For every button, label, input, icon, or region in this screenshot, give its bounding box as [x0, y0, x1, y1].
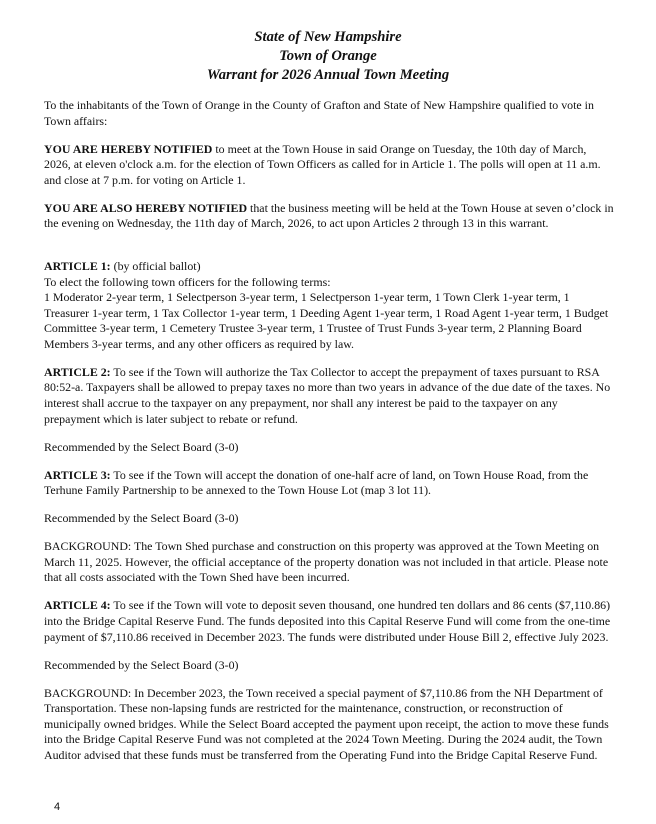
article-4-recommendation: Recommended by the Select Board (3-0)	[44, 657, 239, 672]
article-2-recommendation: Recommended by the Select Board (3-0)	[44, 439, 239, 454]
notice-text-1: to meet at the Town House in said Orange on Tuesday, the 10th day of March, 2026, at eleven o'clock a.m. for the election of Town Officers as called for in Article 1. The polls will open at 11 a.m. and close at 7 p.m. for voting on Article 1.	[44, 141, 601, 187]
article-2-text: To see if the Town will authorize the Tax Collector to accept the prepayment of taxes pursuant to RSA 80:52-a. Taxpayers shall be allowed to prepay taxes no more than two years in advance of the due date of the taxes. No interest shall accrue to the taxpayer on any prepayment, nor shall any interest be paid to the taxpayer on any prepayment which is later subject to rebate or refund.	[44, 364, 611, 426]
warrant-header	[0, 28, 656, 85]
article-1-lead: ARTICLE 1:	[44, 258, 111, 273]
notice-paragraph-1	[44, 142, 614, 189]
article-3-background: BACKGROUND: The Town Shed purchase and construction on this property was approved at the Town Meeting on March 11, 2025. However, the official acceptance of the property donation was not included in that article. Please note that all costs associated with the Town Shed have been incurred.	[44, 539, 609, 585]
article-2-lead: ARTICLE 2:	[44, 364, 111, 379]
state-title: State of New Hampshire	[254, 29, 402, 45]
warrant-title: Warrant for 2026 Annual Town Meeting	[206, 67, 450, 83]
article-1-instruction: To elect the following town officers for the following terms:	[44, 274, 331, 289]
notice-lead-1: YOU ARE HEREBY NOTIFIED	[44, 141, 213, 156]
page-number: 4	[54, 801, 61, 813]
article-3	[44, 468, 614, 499]
article-3-recommendation: Recommended by the Select Board (3-0)	[44, 511, 239, 526]
article-1-heading	[44, 259, 614, 275]
notice-text-2: that the business meeting will be held at the Town House at seven o’clock in the evening on Wednesday, the 11th day of March, 2026, to act upon Articles 2 through 13 in this warrant.	[44, 200, 614, 231]
article-1-sub: (by official ballot)	[110, 258, 201, 273]
warrant-body	[44, 98, 614, 764]
intro-paragraph: To the inhabitants of the Town of Orange in the County of Grafton and State of New Hampshire qualified to vote in Town affairs:	[44, 98, 594, 128]
article-1	[44, 259, 614, 353]
article-2	[44, 365, 614, 427]
notice-lead-2: YOU ARE ALSO HEREBY NOTIFIED	[44, 200, 248, 215]
article-3-text: To see if the Town will accept the donation of one-half acre of land, on Town House Road, from the Terhune Family Partnership to be annexed to the Town House Lot (map 3 lot 11).	[44, 467, 589, 498]
notice-paragraph-2	[44, 201, 614, 232]
article-3-lead: ARTICLE 3:	[44, 467, 111, 482]
article-4-lead: ARTICLE 4:	[44, 598, 111, 613]
article-1-text: 1 Moderator 2-year term, 1 Selectperson 3-year term, 1 Selectperson 1-year term, 1 Town Clerk 1-year term, 1 Treasurer 1-year term, 1 Tax Collector 1-year term, 1 Deeding Agent 1-year term, 1 Road Agent 1-year term, 1 Budget Committee 3-year term, 1 Cemetery Trustee 3-year term, 1 Trustee of Trust Funds 3-year term, 2 Planning Board Members 3-year terms, and any other officers as required by law.	[44, 290, 609, 351]
town-title: Town of Orange	[279, 48, 377, 64]
article-4-background: BACKGROUND: In December 2023, the Town received a special payment of $7,110.86 from the NH Department of Transportation. These non-lapsing funds are restricted for the maintenance, construction, or reconstruction of municipally owned bridges. While the Select Board accepted the payment upon receipt, the action to move these funds into the Bridge Capital Reserve Fund was not completed at the 2024 Town Meeting. During the 2024 audit, the Town Auditor advised that these funds must be transferred from the Operating Fund into the Bridge Capital Reserve Fund.	[44, 685, 609, 762]
article-4	[44, 598, 614, 645]
article-4-text: To see if the Town will vote to deposit seven thousand, one hundred ten dollars and 86 cents ($7,110.86) into the Bridge Capital Reserve Fund. The funds deposited into this Capital Reserve Fund will come from the one-time payment of $7,110.86 received in December 2023. The funds were distributed under House Bill 2, effective July 2023.	[44, 598, 611, 644]
